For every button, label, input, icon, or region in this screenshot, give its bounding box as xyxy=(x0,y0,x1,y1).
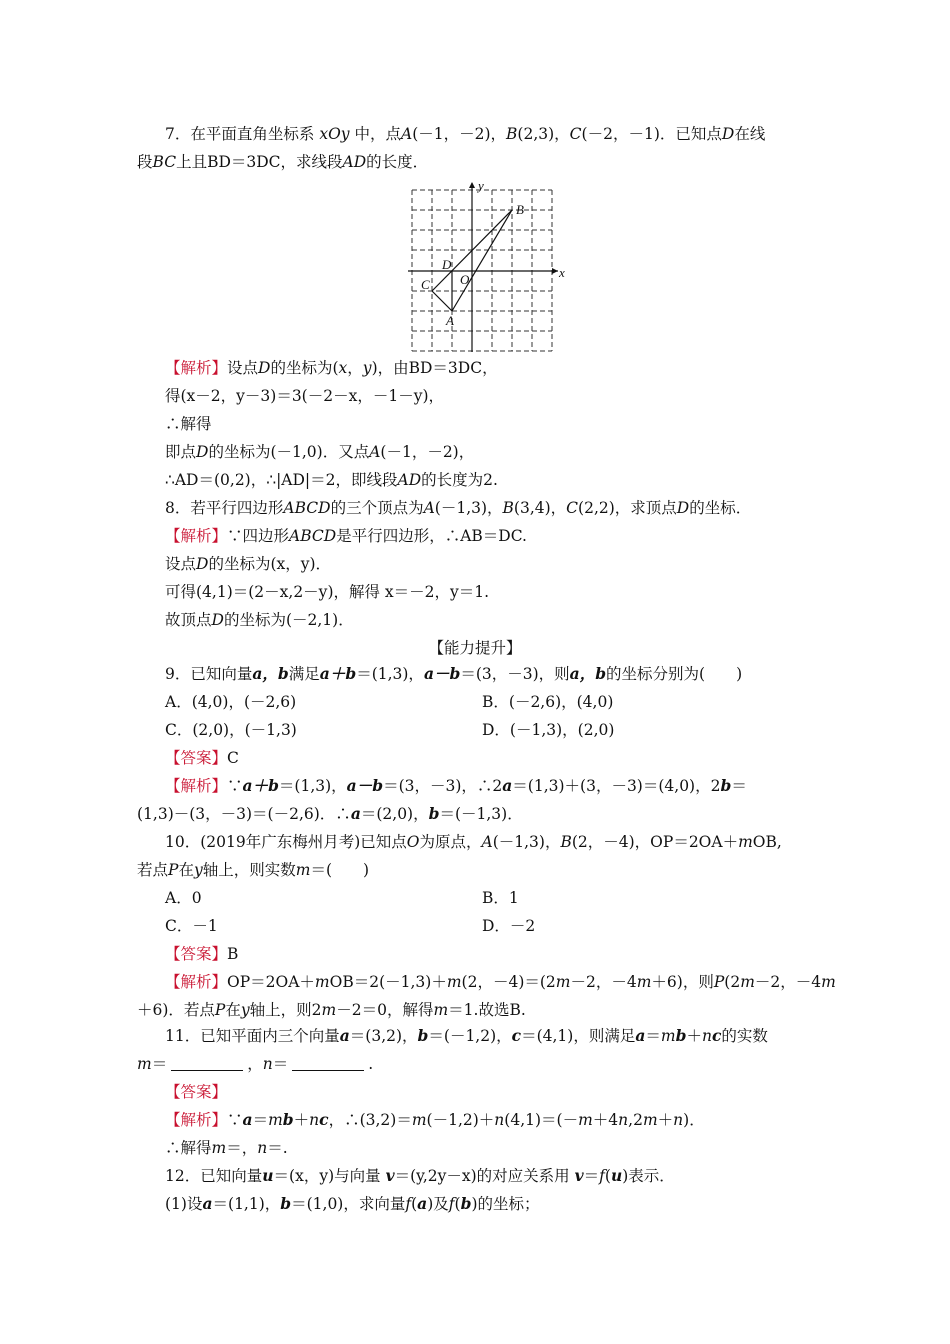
section-heading: 【能力提升】 xyxy=(428,639,522,657)
q12-stem: 12．已知向量u＝(x，y)与向量 v＝(y,2y－x)的对应关系用 v＝f(u)表示． xyxy=(165,1166,675,1185)
q7-stem-line1: 7．在平面直角坐标系 xOy 中，点A(－1，－2)，B(2,3)，C(－2，－1)．已知点D在线 xyxy=(165,125,766,143)
point-label-a: A xyxy=(446,313,454,328)
q9-answer: 【答案】C xyxy=(165,749,239,767)
q10-stem-line2: 若点P在y轴上，则实数m＝( ) xyxy=(137,861,370,879)
q12-sub1: (1)设a＝(1,1)，b＝(1,0)，求向量f(a)及f(b)的坐标； xyxy=(165,1194,540,1213)
q10-option-a: A．0 xyxy=(165,889,202,907)
point-label-c: C xyxy=(421,277,430,292)
axes xyxy=(408,183,558,352)
q9-option-a: A．(4,0)，(－2,6) xyxy=(165,693,297,711)
q10-option-b: B．1 xyxy=(482,889,519,907)
q11-answer: 【答案】 xyxy=(165,1083,228,1101)
coordinate-figure xyxy=(408,181,568,353)
q9-option-b: B．(－2,6)，(4,0) xyxy=(482,693,614,711)
origin-label: O xyxy=(460,272,470,287)
q7-solution-line4: 即点D的坐标为(－1,0)．又点A(－1，－2)， xyxy=(165,443,475,461)
q7-solution-line1: 【解析】设点D的坐标为(x，y)，由BD＝3DC， xyxy=(165,359,498,377)
q7-stem-line2: 段BC上且BD＝3DC，求线段AD的长度． xyxy=(137,153,429,171)
q11-solution-line1: 【解析】∵a＝mb＋nc，∴(3,2)＝m(－1,2)＋n(4,1)＝(－m＋4n,2m＋n)． xyxy=(165,1110,705,1129)
q10-option-d: D．－2 xyxy=(482,917,536,935)
q8-stem: 8．若平行四边形ABCD的三个顶点为A(－1,3)，B(3,4)，C(2,2)，求顶点D的坐标． xyxy=(165,499,752,517)
q11-stem-line2: m＝ ，n＝ . xyxy=(137,1055,374,1073)
q8-solution-line3: 可得(4,1)＝(2－x,2－y)，解得 x＝－2，y＝1. xyxy=(165,583,490,601)
q10-solution-line2: ＋6)．若点P在y轴上，则2m－2＝0，解得m＝1.故选B. xyxy=(137,1001,526,1019)
q11-stem-line1: 11．已知平面内三个向量a＝(3,2)，b＝(－1,2)，c＝(4,1)，则满足a＝mb＋nc的实数 xyxy=(165,1026,768,1045)
q7-solution-line2: 得(x－2，y－3)＝3(－2－x，－1－y)， xyxy=(165,387,444,405)
q9-option-d: D．(－1,3)，(2,0) xyxy=(482,721,615,739)
q9-stem: 9．已知向量a，b满足a＋b＝(1,3)，a－b＝(3，－3)，则a，b的坐标分别为( ) xyxy=(165,664,743,683)
q10-answer: 【答案】B xyxy=(165,945,239,963)
x-axis-label: x xyxy=(559,265,565,280)
q8-solution-line4: 故顶点D的坐标为(－2,1)． xyxy=(165,611,354,629)
q11-blank-m[interactable] xyxy=(171,1056,243,1071)
q10-stem-line1: 10．(2019年广东梅州月考)已知点O为原点，A(－1,3)，B(2，－4)，OP＝2OA＋mOB, xyxy=(165,833,782,851)
q8-solution-line1: 【解析】∵四边形ABCD是平行四边形，∴AB＝DC. xyxy=(165,527,527,545)
q7-solution-line5: ∴AD＝(0,2)，∴|AD|＝2，即线段AD的长度为2. xyxy=(165,471,498,489)
axis-arrow-x xyxy=(552,268,558,274)
q11-solution-line2: ∴解得m＝，n＝. xyxy=(165,1139,288,1157)
q7-solution-line3: ∴解得 xyxy=(165,415,212,433)
q10-solution-line1: 【解析】OP＝2OA＋mOB＝2(－1,3)＋m(2，－4)＝(2m－2，－4m＋6)，则P(2m－2，－4m xyxy=(165,973,836,991)
point-label-b: B xyxy=(516,202,524,217)
q9-option-c: C．(2,0)，(－1,3) xyxy=(165,721,297,739)
q10-option-c: C．－1 xyxy=(165,917,218,935)
q8-solution-line2: 设点D的坐标为(x，y)． xyxy=(165,555,332,573)
y-axis-label: y xyxy=(478,181,484,193)
q9-solution-line1: 【解析】∵a＋b＝(1,3)，a－b＝(3，－3)，∴2a＝(1,3)＋(3，－3)＝(4,0)，2b＝ xyxy=(165,776,747,795)
axis-arrow-y xyxy=(469,182,475,188)
q9-solution-line2: (1,3)－(3，－3)＝(－2,6)．∴a＝(2,0)，b＝(－1,3)． xyxy=(137,804,523,823)
q11-blank-n[interactable] xyxy=(292,1056,364,1071)
point-label-d: D xyxy=(442,257,452,272)
